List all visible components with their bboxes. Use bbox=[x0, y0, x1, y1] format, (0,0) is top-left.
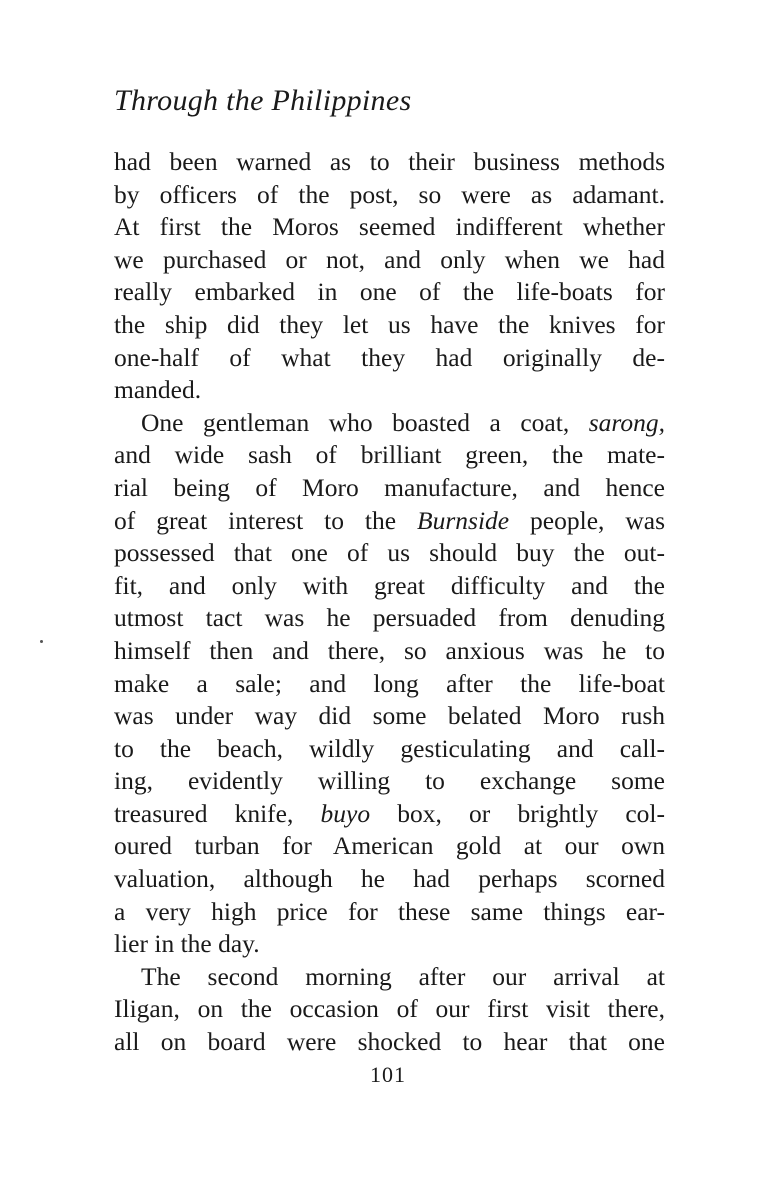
running-head: Through the Philippines bbox=[114, 84, 412, 117]
text-line bbox=[114, 505, 665, 538]
text-line bbox=[114, 700, 665, 733]
text-line bbox=[114, 993, 665, 1026]
text-run: and wide sash of brilliant green, the mate- bbox=[114, 440, 665, 470]
text-line bbox=[114, 244, 665, 277]
text-run: treasured knife, bbox=[114, 798, 321, 828]
text-run: One gentleman who boasted a coat, bbox=[141, 407, 589, 437]
text-line bbox=[114, 961, 665, 994]
text-line bbox=[114, 309, 665, 342]
text-run: At first the Moros seemed indifferent whether bbox=[114, 212, 665, 242]
text-run: ing, evidently willing to exchange some bbox=[114, 766, 665, 796]
text-run: the ship did they let us have the knives for bbox=[114, 309, 665, 339]
text-line bbox=[114, 407, 665, 440]
text-line bbox=[114, 830, 665, 863]
text-line bbox=[114, 765, 665, 798]
text-run: Iligan, on the occasion of our first visit there, bbox=[114, 994, 665, 1024]
text-run: The second morning after our arrival at bbox=[141, 961, 665, 991]
text-run: fit, and only with great difficulty and the bbox=[114, 570, 665, 600]
text-line bbox=[114, 1026, 665, 1059]
text-line bbox=[114, 668, 665, 701]
text-line bbox=[114, 146, 665, 179]
text-run: was under way did some belated Moro rush bbox=[114, 701, 665, 731]
text-line bbox=[114, 374, 665, 407]
text-line bbox=[114, 179, 665, 212]
text-run: to the beach, wildly gesticulating and call- bbox=[114, 733, 665, 763]
text-line bbox=[114, 276, 665, 309]
text-line bbox=[114, 342, 665, 375]
italic-text: buyo bbox=[320, 798, 371, 828]
text-line bbox=[114, 570, 665, 603]
text-run: one-half of what they had originally de- bbox=[114, 342, 665, 372]
text-run: himself then and there, so anxious was he to bbox=[114, 635, 665, 665]
text-run: manded. bbox=[114, 375, 202, 405]
text-run: utmost tact was he persuaded from denuding bbox=[114, 603, 665, 633]
text-run: possessed that one of us should buy the out- bbox=[114, 538, 665, 568]
text-run: a very high price for these same things ear- bbox=[114, 896, 665, 926]
text-line bbox=[114, 602, 665, 635]
text-line bbox=[114, 472, 665, 505]
text-line bbox=[114, 635, 665, 668]
text-run: had been warned as to their business methods bbox=[114, 147, 665, 176]
text-line bbox=[114, 896, 665, 929]
text-line bbox=[114, 439, 665, 472]
text-run: all on board were shocked to hear that one bbox=[114, 1027, 665, 1057]
text-run: really embarked in one of the life-boats for bbox=[114, 277, 665, 307]
text-line bbox=[114, 733, 665, 766]
text-run: by officers of the post, so were as adamant. bbox=[114, 179, 665, 209]
text-run: of great interest to the bbox=[114, 505, 418, 535]
page-number: 101 bbox=[370, 1062, 406, 1087]
text-run: valuation, although he had perhaps scorned bbox=[114, 864, 665, 894]
text-line bbox=[114, 211, 665, 244]
text-run: rial being of Moro manufacture, and hence bbox=[114, 472, 665, 502]
body-text bbox=[114, 146, 665, 1059]
text-run: lier in the day. bbox=[114, 929, 260, 959]
text-line bbox=[114, 798, 665, 831]
text-line bbox=[114, 863, 665, 896]
text-line bbox=[114, 537, 665, 570]
text-run: oured turban for American gold at our own bbox=[114, 831, 665, 861]
page-speck bbox=[40, 640, 43, 643]
italic-text: sarong, bbox=[588, 407, 665, 437]
text-run: box, or brightly col- bbox=[370, 798, 665, 828]
text-run: people, was bbox=[509, 505, 665, 535]
italic-text: Burnside bbox=[417, 505, 510, 535]
text-run: we purchased or not, and only when we had bbox=[114, 244, 665, 274]
text-line bbox=[114, 928, 665, 961]
text-run: make a sale; and long after the life-boat bbox=[114, 668, 665, 698]
